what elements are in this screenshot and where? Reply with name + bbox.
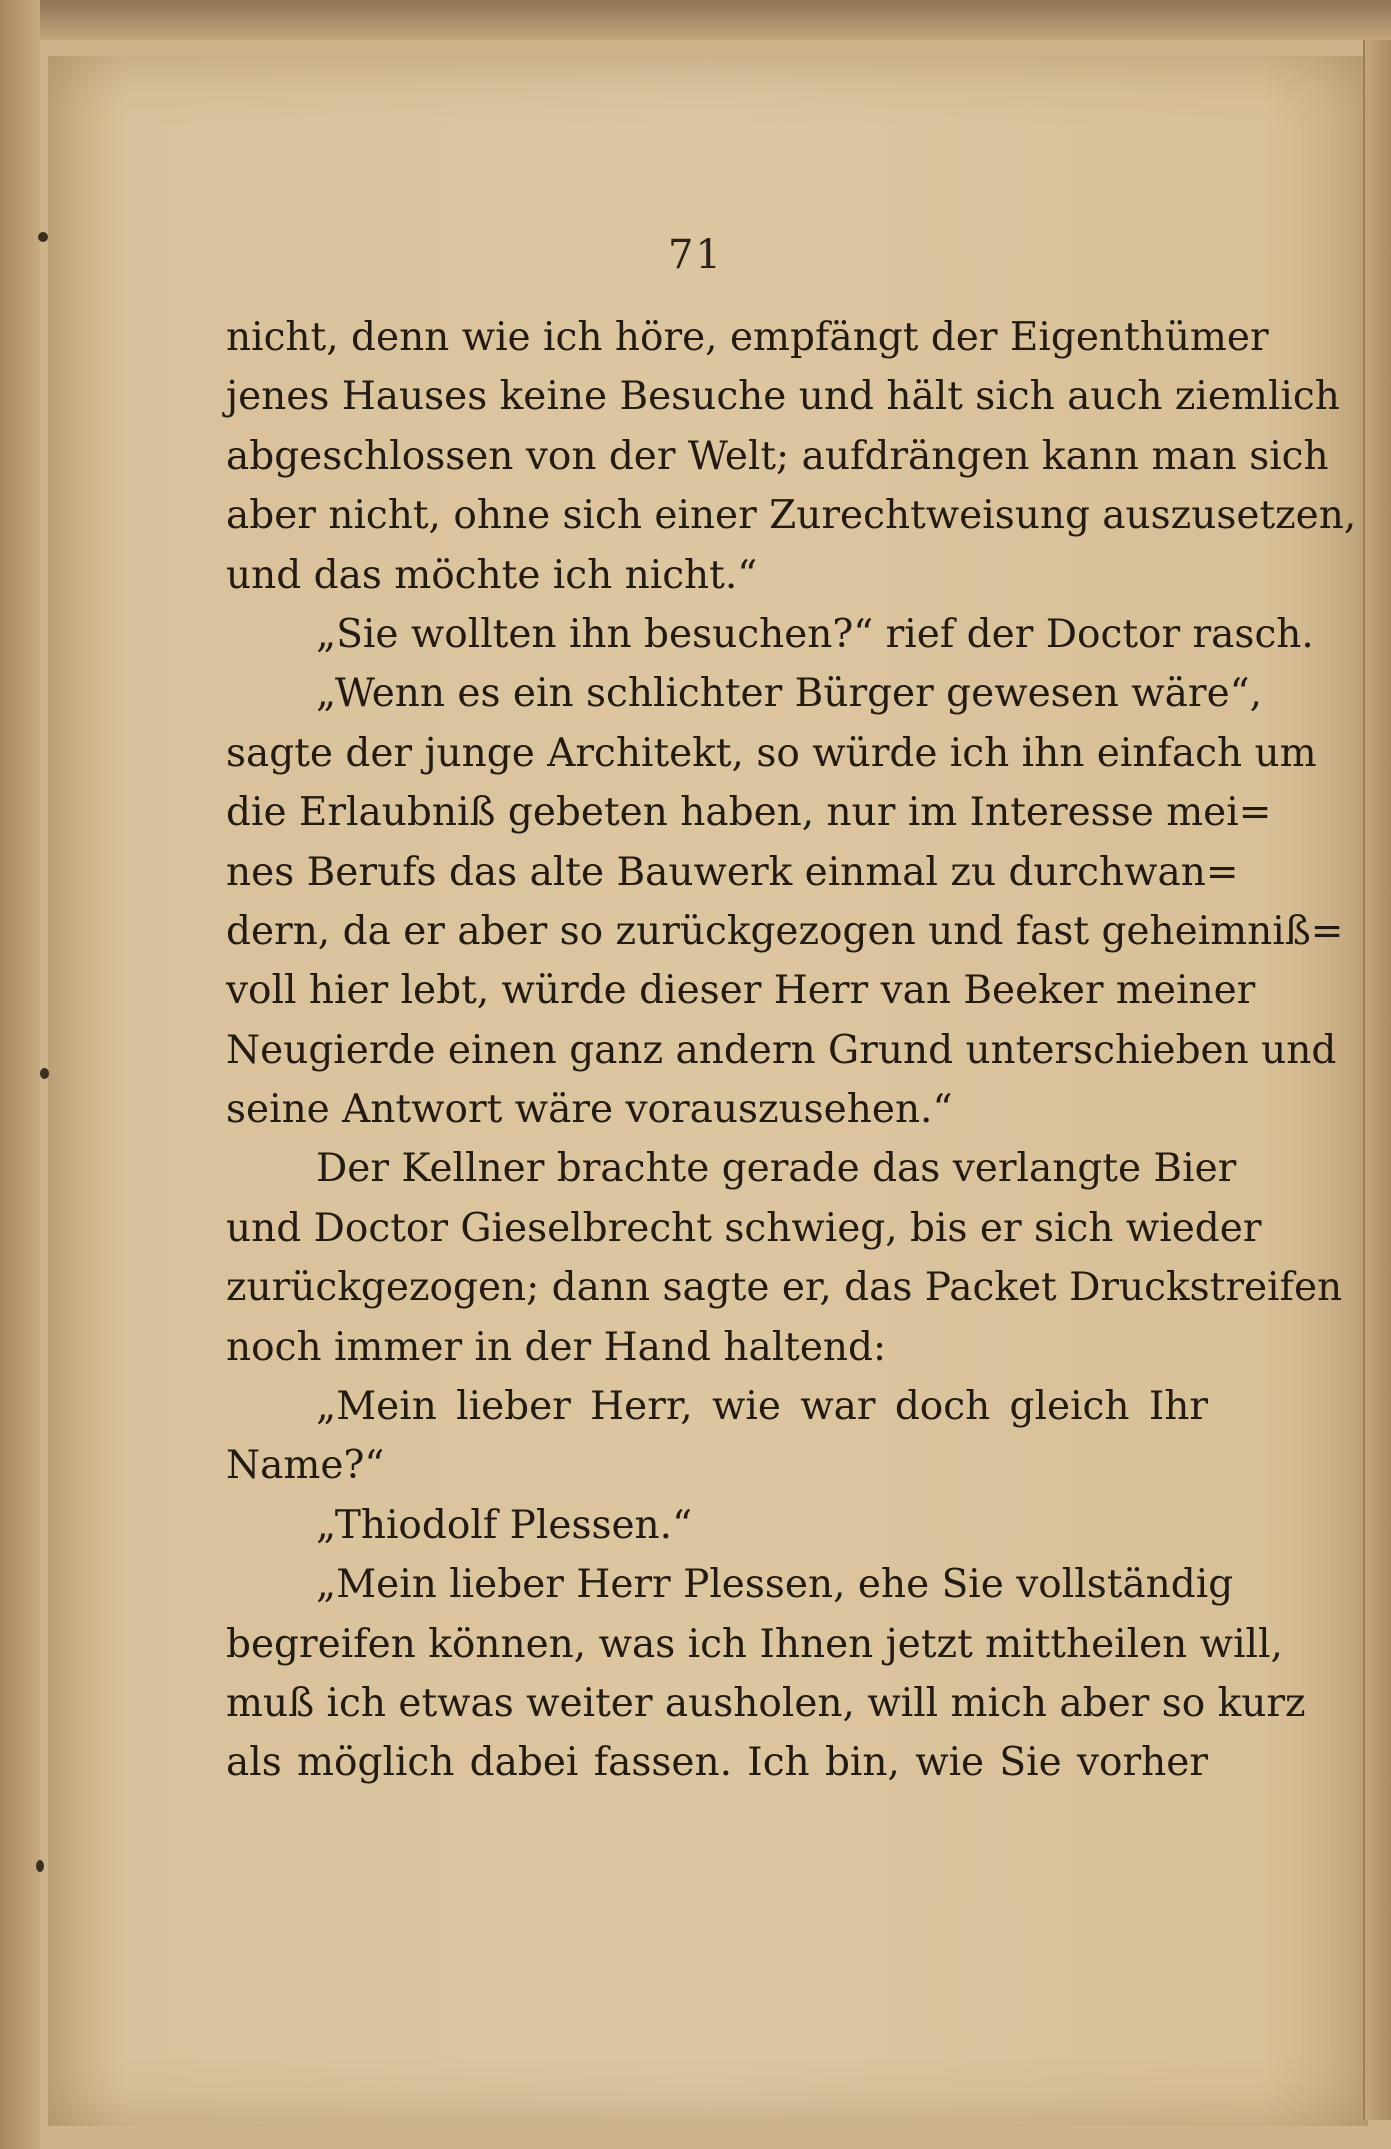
text-line: voll hier lebt, würde dieser Herr van Beeker meiner — [226, 968, 1256, 1014]
text-line: Name?“ — [226, 1443, 385, 1489]
page-right-edge — [1363, 40, 1391, 2120]
text-line: muß ich etwas weiter ausholen, will mich aber so kurz — [226, 1680, 1306, 1726]
text-line: „Mein lieber Herr, wie war doch gleich Ihr — [316, 1384, 1208, 1430]
book-binding — [0, 0, 40, 2149]
text-line: aber nicht, ohne sich einer Zurechtweisung auszusetzen, — [226, 493, 1357, 539]
text-line: „Thiodolf Plessen.“ — [316, 1502, 693, 1548]
text-line: nes Berufs das alte Bauwerk einmal zu durchwan= — [226, 849, 1239, 895]
text-line: und Doctor Gieselbrecht schwieg, bis er sich wieder — [226, 1205, 1262, 1251]
text-line: noch immer in der Hand haltend: — [226, 1324, 887, 1370]
text-line: abgeschlossen von der Welt; aufdrängen kann man sich — [226, 433, 1329, 479]
text-line: „Wenn es ein schlichter Bürger gewesen wäre“, — [316, 671, 1262, 717]
page-number: 71 — [668, 232, 723, 278]
text-line: dern, da er aber so zurückgezogen und fast geheimniß= — [226, 908, 1344, 954]
text-line: Neugierde einen ganz andern Grund unterschieben und — [226, 1027, 1337, 1073]
text-line: seine Antwort wäre vorauszusehen.“ — [226, 1087, 953, 1133]
text-line: „Sie wollten ihn besuchen?“ rief der Doctor rasch. — [316, 611, 1314, 657]
text-line: begreifen können, was ich Ihnen jetzt mittheilen will, — [226, 1621, 1283, 1667]
text-line: und das möchte ich nicht.“ — [226, 552, 758, 598]
text-line: jenes Hauses keine Besuche und hält sich auch ziemlich — [226, 374, 1340, 420]
text-line: „Mein lieber Herr Plessen, ehe Sie vollständig — [316, 1562, 1234, 1608]
text-line: Der Kellner brachte gerade das verlangte Bier — [316, 1146, 1237, 1192]
ink-speck — [40, 1068, 49, 1079]
text-line: die Erlaubniß gebeten haben, nur im Interesse mei= — [226, 790, 1272, 836]
ink-speck — [36, 1860, 44, 1872]
text-line: als möglich dabei fassen. Ich bin, wie Sie vorher — [226, 1740, 1208, 1786]
text-line: sagte der junge Architekt, so würde ich ihn einfach um — [226, 730, 1317, 776]
book-top-edge — [0, 0, 1391, 40]
text-line: nicht, denn wie ich höre, empfängt der Eigenthümer — [226, 315, 1269, 360]
text-line: zurückgezogen; dann sagte er, das Packet Druckstreifen — [226, 1265, 1343, 1311]
body-text — [226, 308, 1357, 1793]
